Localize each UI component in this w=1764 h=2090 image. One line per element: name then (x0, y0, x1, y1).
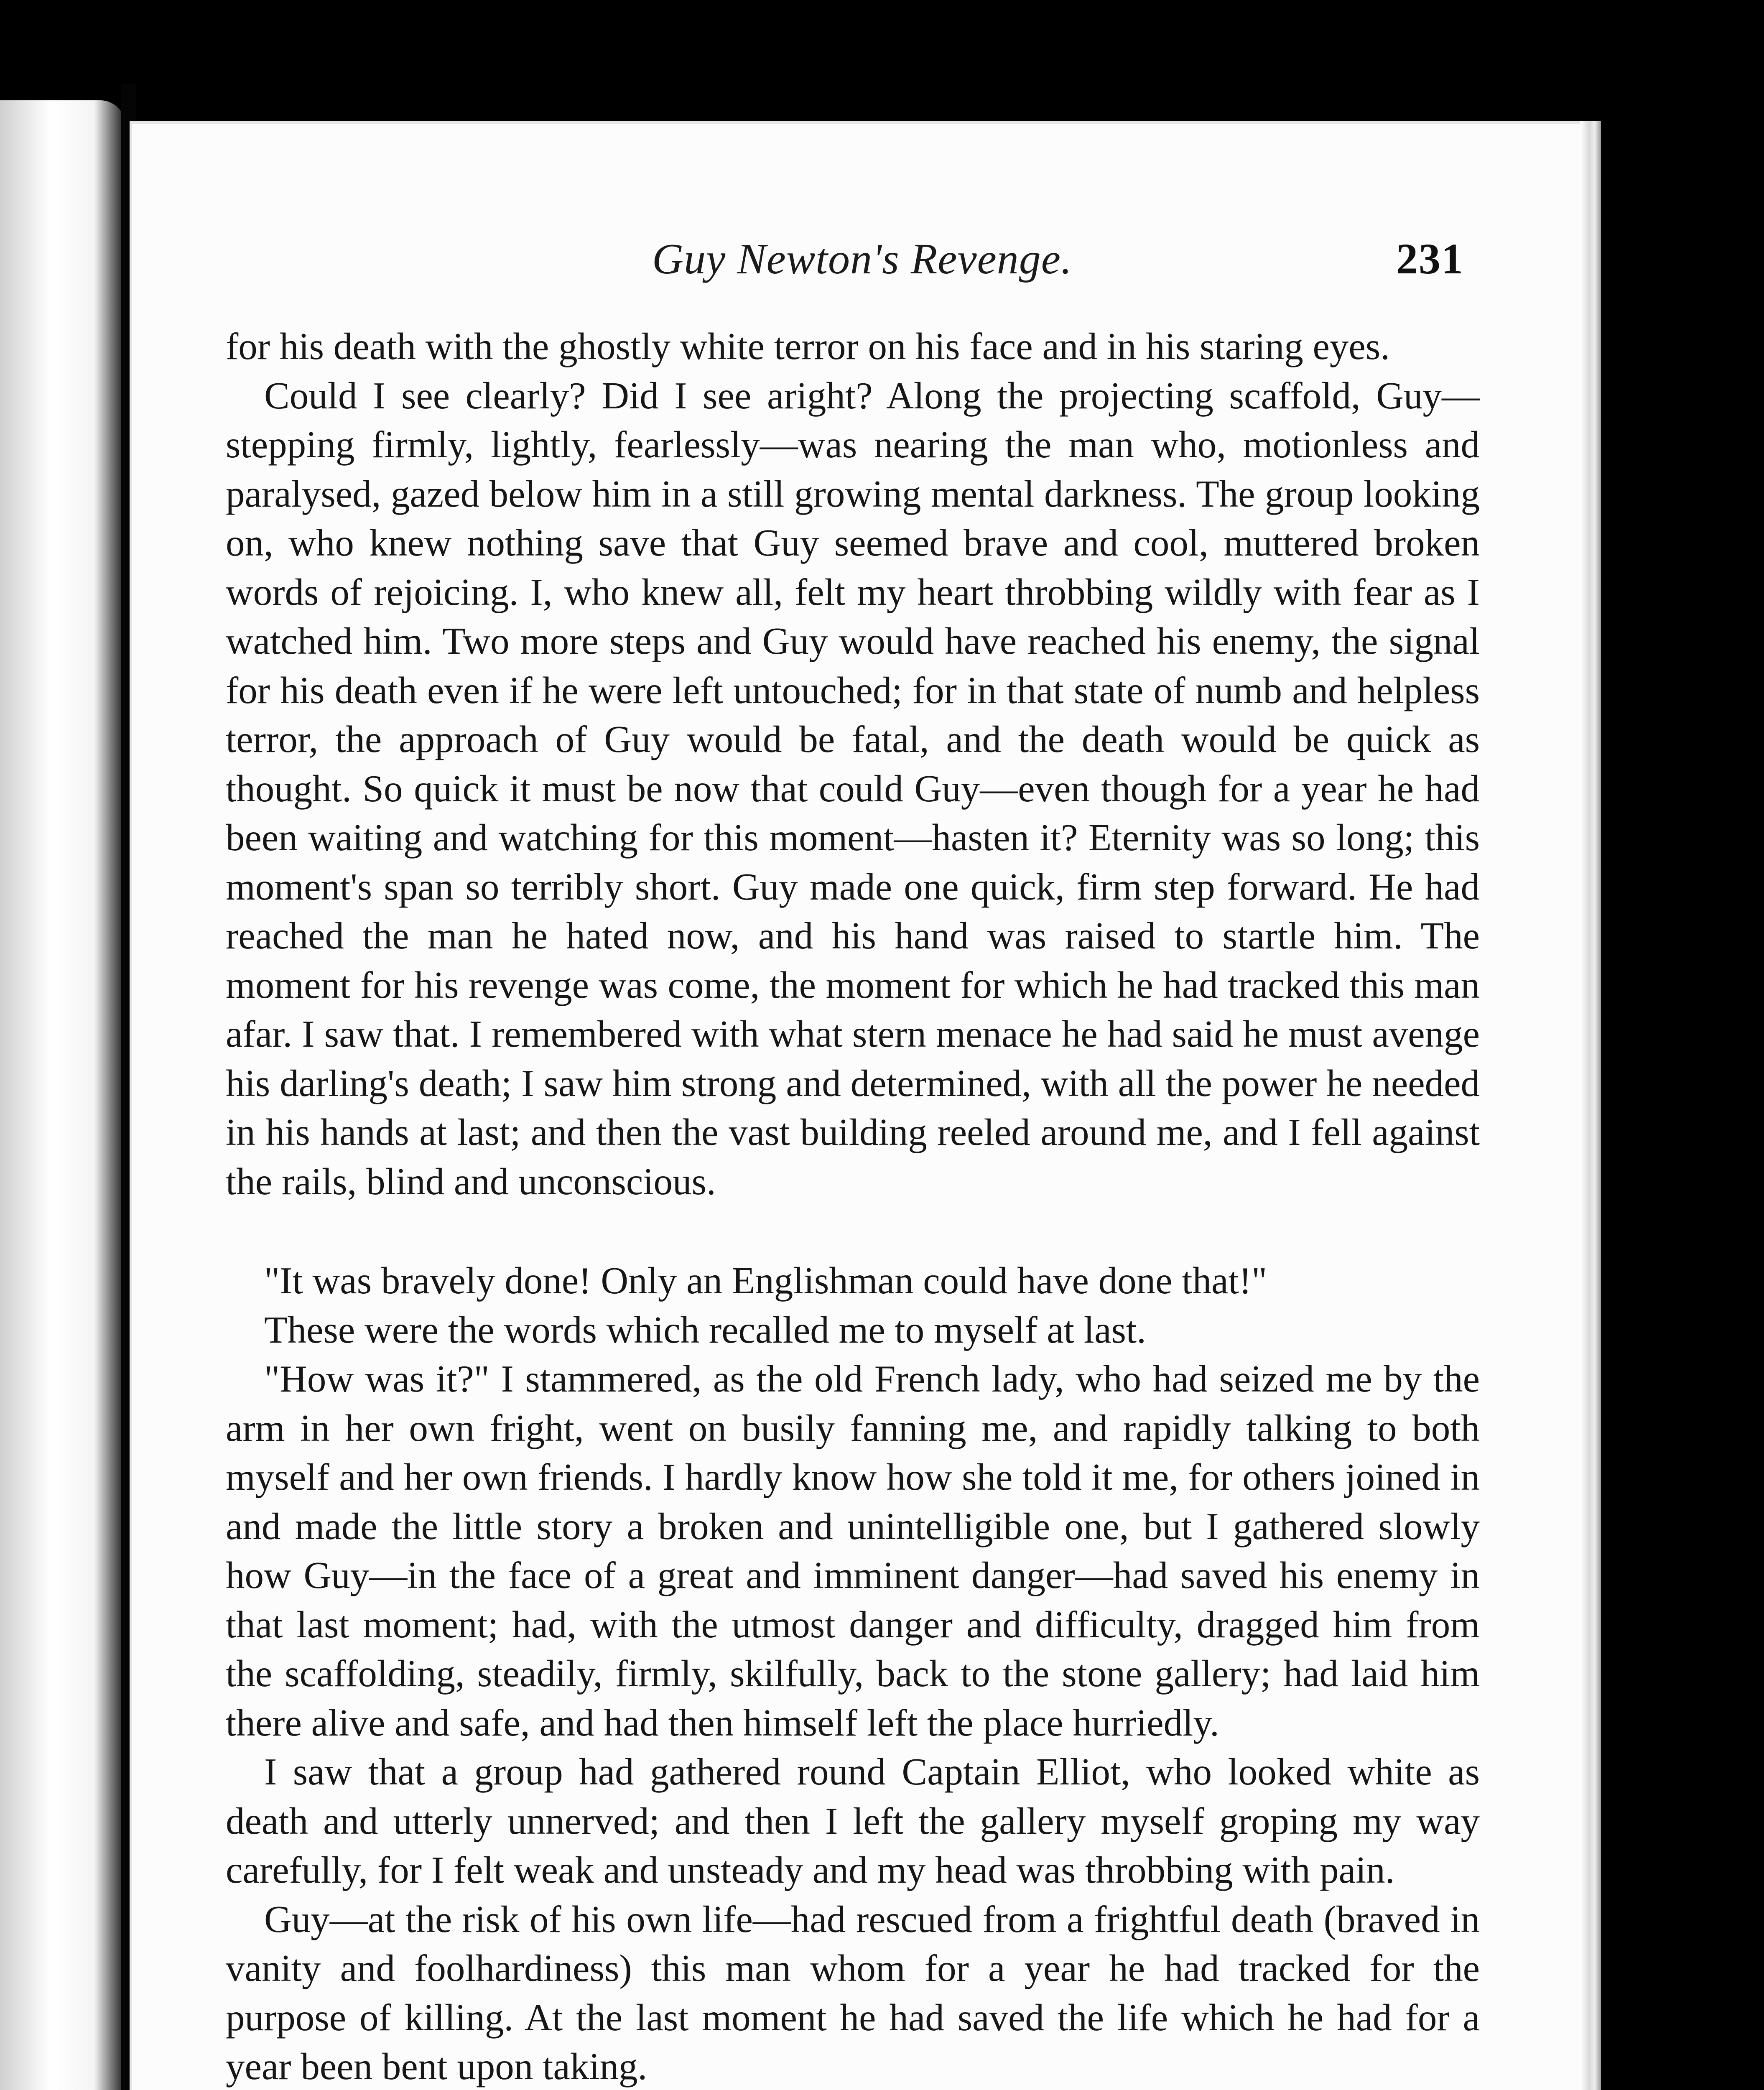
running-title: Guy Newton's Revenge. (652, 235, 1072, 283)
section-break (226, 1206, 1480, 1256)
paragraph: These were the words which recalled me to myself at last. (264, 1308, 1146, 1351)
paragraph: Guy—at the risk of his own life—had rescued from a frightful death (braved in vanity and foolhardiness) this man whom for a year he had tracked for the purpose of killing. At the last moment he had saved the life which he had for a year been bent upon taking. (226, 1898, 1480, 2087)
paragraph: Could I see clearly? Did I see aright? Along the projecting scaffold, Guy—stepping firmly, lightly, fearlessly—was nearing the man who, motionless and paralysed, gazed below him in a still growing mental darkness. The group looking on, who knew nothing save that Guy seemed brave and cool, muttered broken words of rejoicing. I, who knew all, felt my heart throbbing wildly with fear as I watched him. Two more steps and Guy would have reached his enemy, the signal for his death even if he were left untouched; for in that state of numb and helpless terror, the approach of Guy would be fatal, and the death would be quick as thought. So quick it must be now that could Guy—even though for a year he had been waiting and watching for this moment—hasten it? Eternity was so long; this moment's span so terribly short. Guy made one quick, firm step forward. He had reached the man he hated now, and his hand was raised to startle him. The moment for his revenge was come, the moment for which he had tracked this man afar. I saw that. I remembered with what stern menace he had said he must avenge his darling's death; I saw him strong and determined, with all the power he needed in his hands at last; and then the vast building reeled around me, and I fell against the rails, blind and unconscious. (226, 374, 1480, 1203)
paragraph: I saw that a group had gathered round Captain Elliot, who looked white as death and utterly unnerved; and then I left the gallery myself groping my way carefully, for I felt weak and unsteady and my head was throbbing with pain. (226, 1751, 1480, 1891)
paragraph: "How was it?" I stammered, as the old French lady, who had seized me by the arm in her own fright, went on busily fanning me, and rapidly talking to both myself and her own friends. I hardly know how she told it me, for others joined in and made the little story a broken and unintelligible one, but I gathered slowly how Guy—in the face of a great and imminent danger—had saved his enemy in that last moment; had, with the utmost danger and difficulty, dragged him from the scaffolding, steadily, firmly, skilfully, back to the stone gallery; had laid him there alive and safe, and had then himself left the place hurriedly. (226, 1358, 1480, 1744)
page-text (226, 322, 1480, 2090)
paragraph: "It was bravely done! Only an Englishman could have done that!" (264, 1259, 1267, 1302)
paragraph: for his death with the ghostly white terror on his face and in his staring eyes. (226, 325, 1390, 367)
page-number: 231 (1396, 235, 1464, 283)
previous-page-edge (0, 100, 125, 2090)
page-fore-edge (1580, 121, 1601, 2090)
